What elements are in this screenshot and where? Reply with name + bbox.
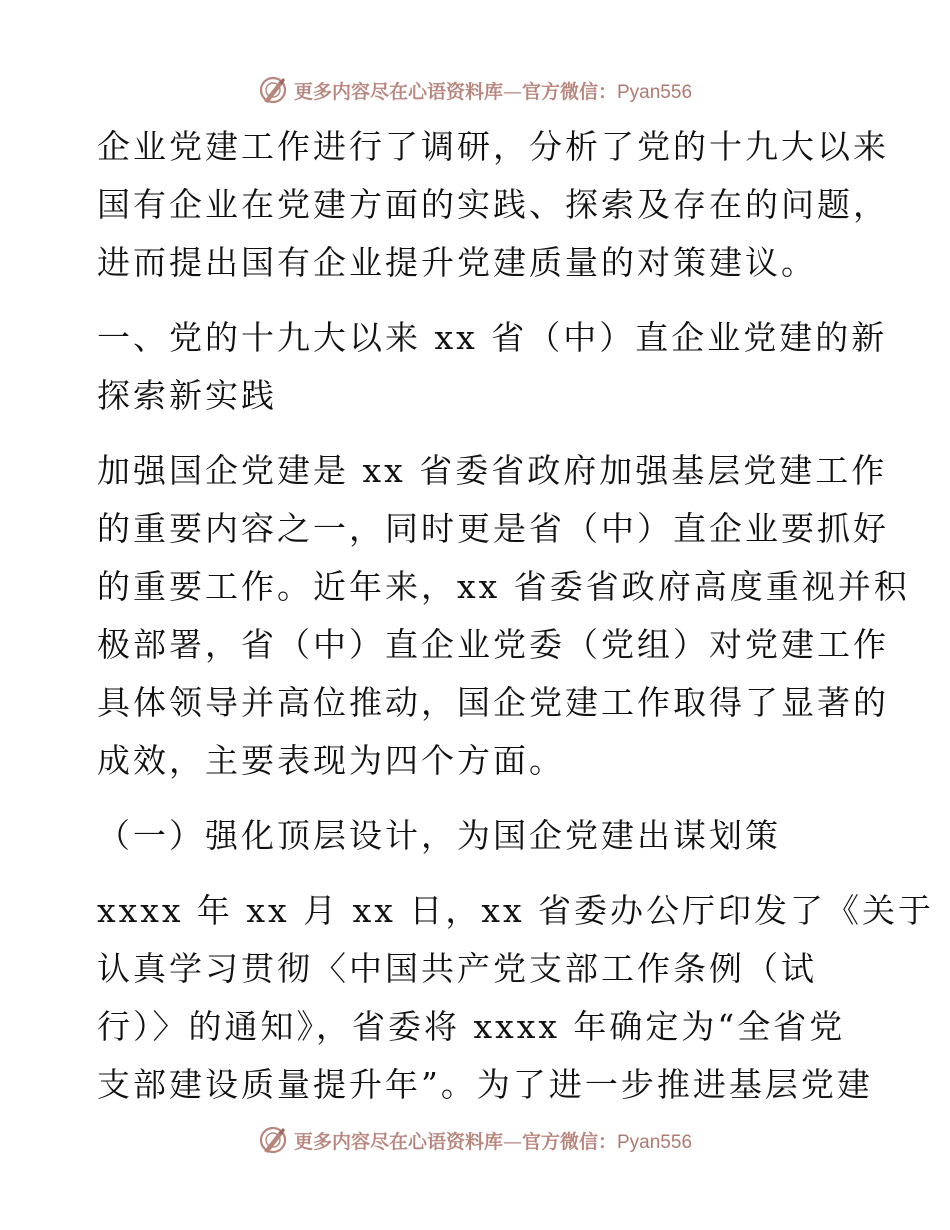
- subsection-heading: （一）强化顶层设计，为国企党建出谋划策: [97, 816, 781, 855]
- watermark-wechat-id: Pyan556: [617, 81, 693, 103]
- pen-logo-icon: [258, 75, 288, 105]
- text-line: 行）〉的通知》，省委将 xxxx 年确定为“全省党: [97, 1007, 846, 1046]
- text-line: 的重要工作。近年来，xx 省委省政府高度重视并积: [97, 567, 910, 606]
- text-line: 成效，主要表现为四个方面。: [97, 741, 565, 780]
- text-line: 进而提出国有企业提升党建质量的对策建议。: [97, 243, 817, 282]
- section-heading-cont: 探索新实践: [97, 376, 277, 415]
- text-line: 支部建设质量提升年”。为了进一步推进基层党建: [97, 1065, 873, 1104]
- watermark-cn: 更多内容尽在心语资料库: [293, 1130, 503, 1153]
- text-line: 企业党建工作进行了调研，分析了党的十九大以来: [97, 127, 889, 166]
- watermark-text: [294, 77, 692, 104]
- watermark-text: [294, 1127, 692, 1154]
- header-watermark: [0, 72, 950, 108]
- section-heading: 一、党的十九大以来 xx 省（中）直企业党建的新: [97, 318, 888, 357]
- watermark-dash: —: [502, 80, 522, 103]
- text-line: xxxx 年 xx 月 xx 日，xx 省委办公厅印发了《关于: [97, 891, 935, 930]
- text-line: 极部署，省（中）直企业党委（党组）对党建工作: [97, 625, 889, 664]
- watermark-official: 官方微信：: [521, 80, 617, 103]
- text-line: 加强国企党建是 xx 省委省政府加强基层党建工作: [97, 451, 888, 490]
- watermark-wechat-id: Pyan556: [617, 1131, 693, 1153]
- pen-logo-icon: [258, 1125, 288, 1155]
- text-line: 国有企业在党建方面的实践、探索及存在的问题，: [97, 185, 889, 224]
- text-line: 认真学习贯彻〈中国共产党支部工作条例（试: [97, 949, 817, 988]
- footer-watermark: [0, 1122, 950, 1158]
- text-line: 具体领导并高位推动，国企党建工作取得了显著的: [97, 683, 889, 722]
- text-line: 的重要内容之一，同时更是省（中）直企业要抓好: [97, 509, 889, 548]
- watermark-dash: —: [502, 1130, 522, 1153]
- watermark-cn: 更多内容尽在心语资料库: [293, 80, 503, 103]
- watermark-official: 官方微信：: [521, 1130, 617, 1153]
